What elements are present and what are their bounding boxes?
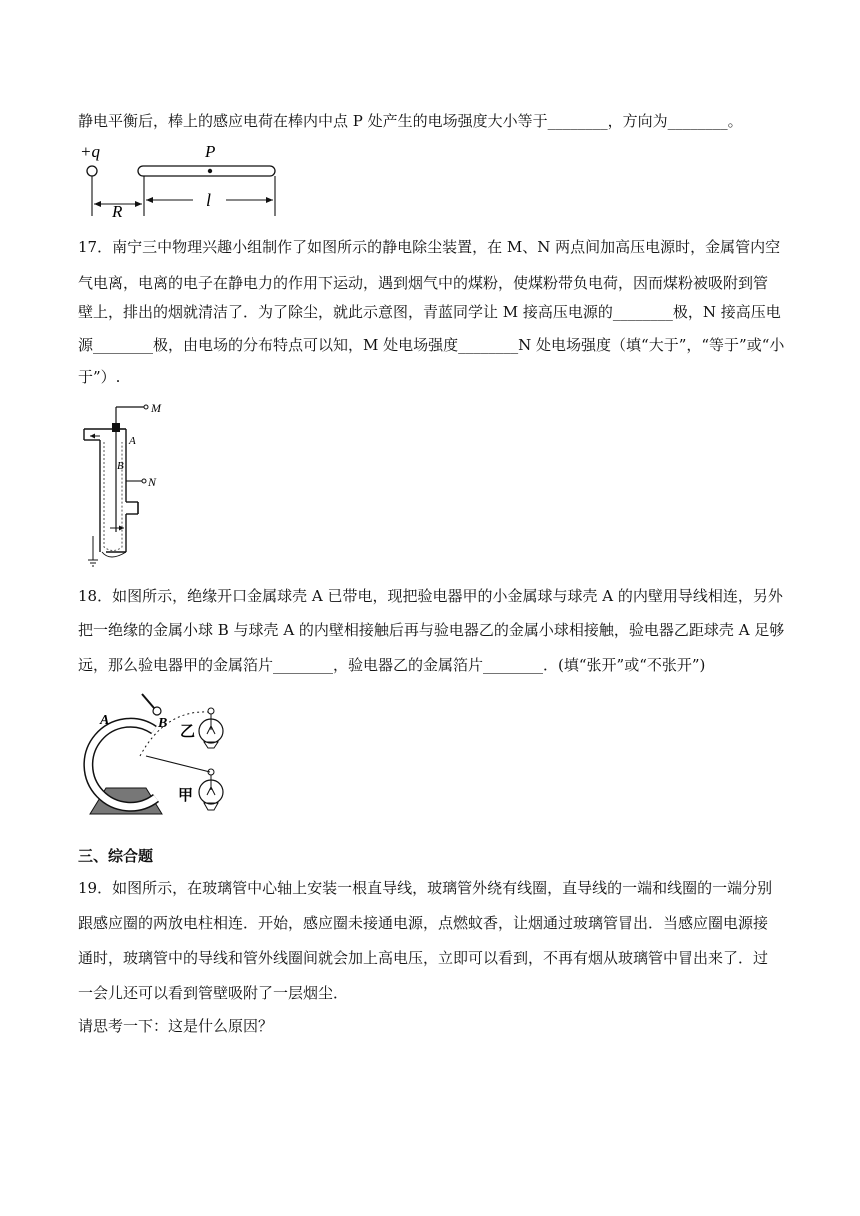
q17-text-line-4: 源________极，由电场的分布特点可以知，M 处电场强度________N 处电场强度（填“大于”，“等于”或“小 [78, 336, 785, 354]
section-title: 三、综合题 [78, 847, 154, 865]
charge-label: +q [80, 142, 100, 161]
ball-b-label: B [158, 716, 168, 731]
q19-text-line-2: 跟感应圈的两放电柱相连．开始，感应圈未接通电源，点燃蚊香，让烟通过玻璃管冒出．当感应圈电源接 [78, 914, 769, 932]
q18-electroscope-figure [80, 690, 250, 822]
q19-text-line-4: 一会儿还可以看到管壁吸附了一层烟尘． [78, 984, 349, 1002]
q19-text-line-3: 通时，玻璃管中的导线和管外线圈间就会加上高电压，立即可以看到，不再有烟从玻璃管中冒出来了．过 [78, 949, 769, 967]
point-charge [87, 166, 97, 176]
q17-text-line-2: 气电离，电离的电子在静电力的作用下运动，遇到烟气中的煤粉，使煤粉带负电荷，因而煤粉被吸附到管 [78, 274, 769, 292]
q17-text-line-1: 17．南宁三中物理兴趣小组制作了如图所示的静电除尘装置，在 M、N 两点间加高压电源时，金属管内空 [78, 238, 781, 256]
b-label: B [117, 460, 124, 472]
shell-a-label: A [100, 713, 110, 728]
m-label: M [151, 402, 161, 415]
q18-text-line-2: 把一绝缘的金属小球 B 与球壳 A 的内壁相接触后再与验电器乙的金属小球相接触，验电器乙距球壳 A 足够 [78, 621, 785, 639]
a-label: A [129, 435, 136, 447]
q17-text-line-3: 壁上，排出的烟就清洁了．为了除尘，就此示意图，青蓝同学让 M 接高压电源的________极，N 接高压电 [78, 303, 781, 321]
metal-rod [138, 166, 275, 176]
electroscope-jia-label: 甲 [178, 788, 194, 804]
q18-text-line-3: 远，那么验电器甲的金属箔片________，验电器乙的金属箔片________．(填“张开”或“不张开”) [78, 656, 706, 674]
electroscope-yi-label: 乙 [180, 724, 196, 740]
q17-text-line-5: 于”）. [78, 368, 121, 386]
q17-dust-collector-figure [80, 402, 170, 570]
q18-text-line-1: 18．如图所示，绝缘开口金属球壳 A 已带电，现把验电器甲的小金属球与球壳 A 的内壁用导线相连，另外 [78, 587, 783, 605]
q16-text-line-1: 静电平衡后，棒上的感应电荷在棒内中点 P 处产生的电场强度大小等于________，方向为________。 [78, 112, 743, 130]
q19-text-line-1: 19．如图所示，在玻璃管中心轴上安装一根直导线，玻璃管外绕有线圈，直导线的一端和线圈的一端分别 [78, 879, 773, 897]
distance-r-label: R [112, 202, 123, 220]
q16-figure [78, 138, 288, 220]
point-p-label: P [205, 142, 216, 161]
length-l-label: l [206, 190, 212, 210]
q19-text-line-5: 请思考一下：这是什么原因？ [78, 1017, 274, 1035]
n-label: N [148, 475, 157, 489]
midpoint-p [208, 169, 212, 173]
